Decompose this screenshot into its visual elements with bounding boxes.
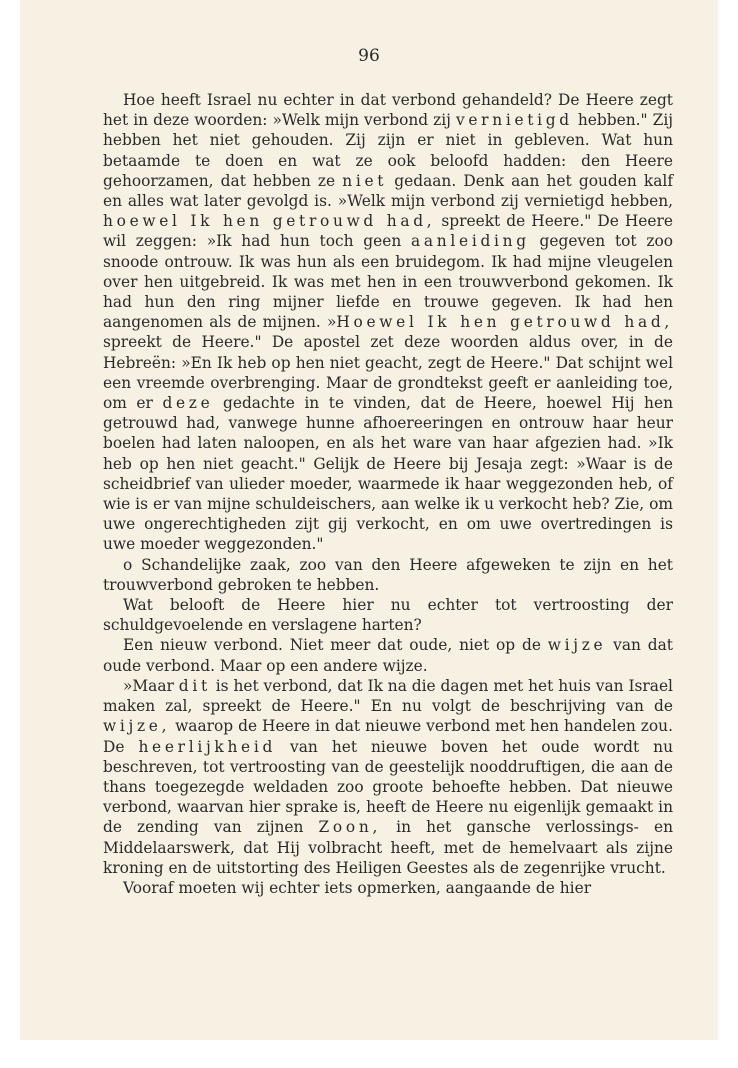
text-run: o Schandelijke zaak, zoo van den Heere afgeweken te zijn en het trouwverbond gebroken te hebben. [103, 555, 673, 594]
emphasized-text: wijze [547, 636, 607, 655]
paragraph [103, 635, 673, 675]
book-page [20, 0, 718, 1040]
text-run: hebben." Zij hebben het niet gehouden. Zij zijn er niet in gebleven. Wat hun betaamde te doen en wat ze ook beloofd hadden: den Heere gehoorzamen, dat hebben ze [103, 111, 674, 190]
text-run: gedachte in te vinden, dat de Heere, hoewel Hij hen getrouwd had, vanwege hunne afhoereeringen en ontrouw haar heur boelen had laten naloopen, en als het ware van haar afgezien had. »Ik heb op hen niet geacht." Gelijk de Heere bij Jesaja zegt: »Waar is de scheidbrief van ulieder moeder, waarmede ik haar weggezonden heb, of wie is er van mijne schuldeischers, aan welke ik u verkocht heb? Zie, om uwe ongerechtigheden zijt gij verkocht, en om uwe overtredingen is uwe moeder weggezonden." [103, 394, 673, 554]
text-run: Hoe heeft Israel nu echter in dat verbond gehandeld? De Heere zegt het in deze woorden: »Welk mijn verbond zij [103, 91, 673, 130]
body-text [103, 90, 673, 898]
emphasized-text: dit [178, 676, 211, 695]
paragraph [103, 595, 673, 635]
paragraph [103, 90, 673, 555]
text-run: Wat belooft de Heere hier nu echter tot vertroosting der schuldgevoelende en verslagene harten? [103, 596, 673, 635]
emphasized-text: deze [162, 394, 214, 413]
paragraph [103, 676, 673, 878]
text-run: gedaan. Denk aan het gouden kalf en alles wat later gevolgd is. »Welk mijn verbond zij vernietigd hebben, [103, 171, 674, 211]
emphasized-text: aanleiding [411, 232, 530, 251]
text-run: »Maar [123, 676, 179, 695]
emphasized-text: niet [342, 171, 388, 190]
text-run: is het verbond, dat Ik na die dagen met het huis van Israel maken zal, spreekt de Heere." En nu volgt de beschrijving van de [103, 676, 673, 716]
text-run: in het gansche verlossings- en Middelaarswerk, dat Hij volbracht heeft, met de hemelvaart als zijne kroning en de uitstorting des Heiligen Geestes als de zegenrijke vrucht. [103, 818, 673, 877]
text-run: spreekt de Heere." De apostel zet deze woorden aldus over, in de Hebreën: »En Ik heb op hen niet geacht, zegt de Heere." Dat schijnt wel een vreemde overbrenging. Maar de grondtekst geeft er aanleiding toe, om er [103, 333, 673, 413]
text-run: waarop de Heere in dat nieuwe verbond met hen handelen zou. De [103, 717, 673, 756]
emphasized-text: heerlijkheid [138, 737, 277, 756]
page-number: 96 [358, 46, 380, 66]
emphasized-text: vernietigd [455, 111, 573, 130]
text-run: Vooraf moeten wij echter iets opmerken, aangaande de hier [123, 878, 592, 897]
emphasized-text: Hoewel Ik hen getrouwd had, [336, 313, 673, 332]
text-run: van dat oude verbond. Maar op een andere wijze. [103, 636, 673, 675]
emphasized-text: hoewel Ik hen getrouwd had, [103, 212, 436, 231]
emphasized-text: Zoon, [318, 818, 382, 837]
text-run: gegeven tot zoo snoode ontrouw. Ik was hun als een bruidegom. Ik had mijne vleugelen over hen uitgebreid. Ik was met hen in een trouwverbond gekomen. Ik had hun den ring mijner liefde en trouwe gegeven. Ik had hen aangenomen als de mijnen. » [103, 232, 674, 332]
paragraph [103, 878, 673, 898]
text-run: Een nieuw verbond. Niet meer dat oude, niet op de [123, 636, 548, 655]
text-run: van het nieuwe boven het oude wordt nu beschreven, tot vertroosting van de geestelijk nooddruftigen, die aan de thans toegezegde weldaden zoo groote behoefte hebben. Dat nieuwe verbond, waarvan hier sprake is, heeft de Heere nu eigenlijk gemaakt in de zending van zijnen [103, 737, 673, 837]
text-run: spreekt de Heere." De Heere wil zeggen: »Ik had hun toch geen [103, 212, 673, 251]
paragraph [103, 555, 673, 595]
emphasized-text: wijze, [103, 717, 171, 736]
